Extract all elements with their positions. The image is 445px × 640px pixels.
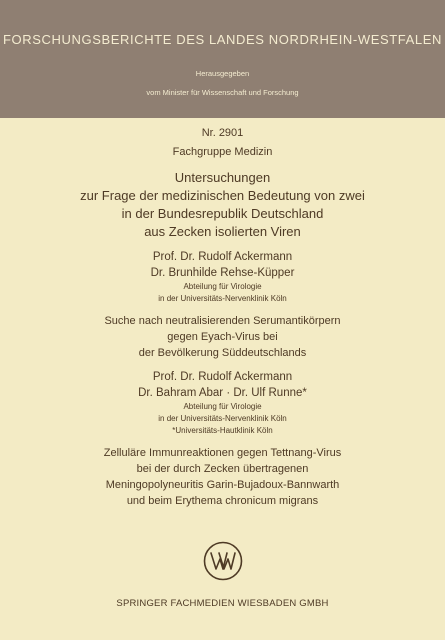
- report-number: Nr. 2901: [201, 127, 244, 139]
- subject-group: Fachgruppe Medizin: [172, 146, 273, 158]
- springer-vs-logo-icon: [203, 541, 243, 581]
- publisher-imprint: SPRINGER FACHMEDIEN WIESBADEN GMBH: [116, 598, 329, 609]
- subtitle-line: Suche nach neutralisierenden Serumantikörpern: [104, 315, 341, 327]
- title-line: Untersuchungen: [174, 170, 271, 185]
- author-line: Prof. Dr. Rudolf Ackermann: [152, 251, 293, 263]
- subtitle-line: Meningopolyneuritis Garin-Bujadoux-Bannwarth: [105, 479, 340, 491]
- author-line: Dr. Brunhilde Rehse-Küpper: [150, 267, 295, 279]
- section2-authors: [0, 369, 445, 437]
- cover-content: [0, 126, 445, 509]
- subtitle-line: bei der durch Zecken übertragenen: [136, 463, 309, 475]
- editor-line: vom Minister für Wissenschaft und Forschung: [146, 88, 299, 97]
- title-line: in der Bundesrepublik Deutschland: [121, 206, 324, 221]
- author-line: Prof. Dr. Rudolf Ackermann: [152, 371, 293, 383]
- affiliation-line: *Universitäts-Hautklinik Köln: [172, 426, 273, 435]
- affiliation-line: Abteilung für Virologie: [183, 402, 262, 411]
- affiliation-line: in der Universitäts-Nervenklinik Köln: [158, 294, 287, 303]
- series-title: FORSCHUNGSBERICHTE DES LANDES NORDRHEIN-WESTFALEN: [3, 32, 442, 47]
- section2-subtitle: [0, 445, 445, 509]
- subtitle-line: gegen Eyach-Virus bei: [167, 331, 278, 343]
- edited-by-label: Herausgegeben: [195, 69, 250, 78]
- title-line: aus Zecken isolierten Viren: [144, 224, 301, 239]
- affiliation-line: Abteilung für Virologie: [183, 282, 262, 291]
- series-banner: [0, 0, 445, 118]
- subtitle-line: Zelluläre Immunreaktionen gegen Tettnang-Virus: [103, 447, 342, 459]
- author-line: Dr. Bahram Abar · Dr. Ulf Runne*: [138, 387, 307, 399]
- title-line: zur Frage der medizinischen Bedeutung von zwei: [80, 188, 365, 203]
- section1-subtitle: [0, 313, 445, 361]
- subtitle-line: und beim Erythema chronicum migrans: [126, 495, 319, 507]
- subtitle-line: der Bevölkerung Süddeutschlands: [138, 347, 307, 359]
- section1-authors: [0, 249, 445, 305]
- report-title: [0, 169, 445, 241]
- affiliation-line: in der Universitäts-Nervenklinik Köln: [158, 414, 287, 423]
